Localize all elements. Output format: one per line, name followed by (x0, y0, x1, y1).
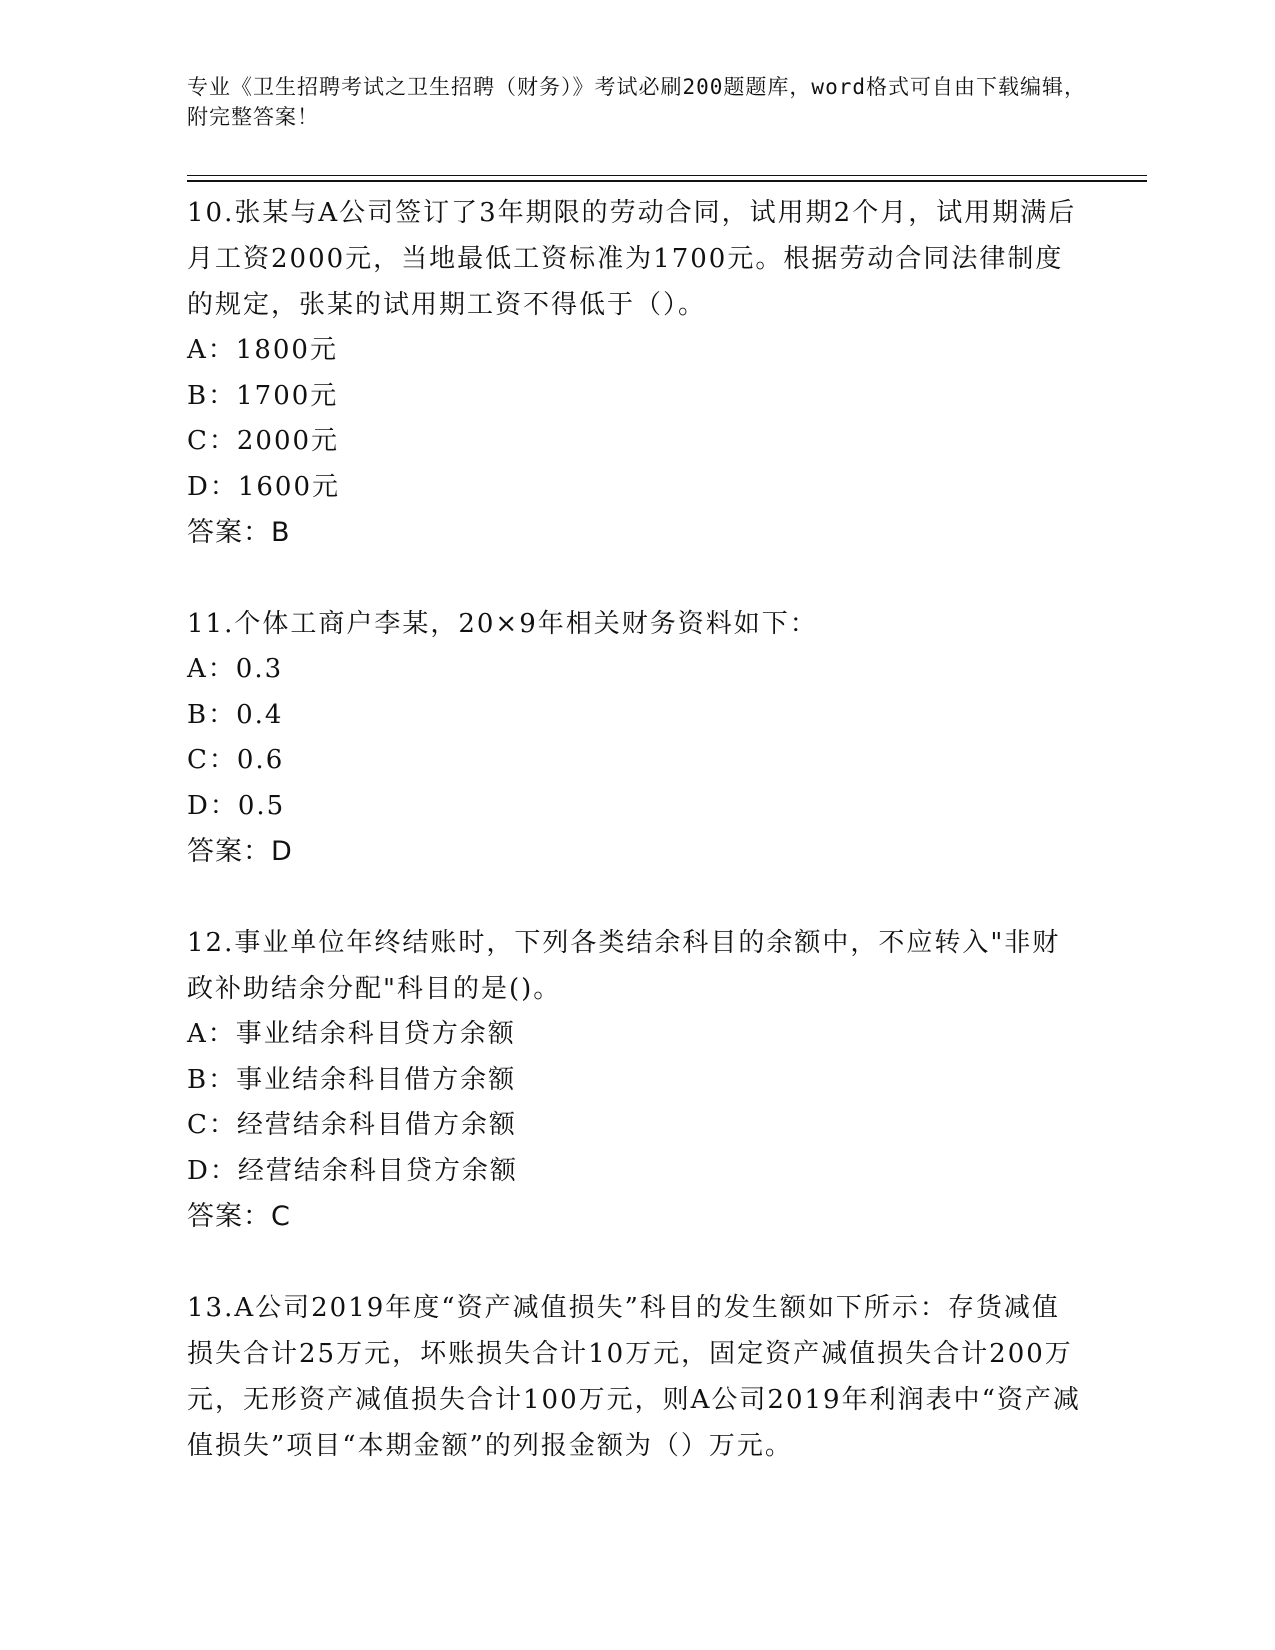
question-11 (187, 601, 1087, 875)
option-b: B：1700元 (187, 380, 339, 411)
answer: 答案：C (187, 1201, 291, 1232)
question-stem: 13.A公司2019年度“资产减值损失”科目的发生额如下所示：存货减值损失合计25万元，坏账损失合计10万元，固定资产减值损失合计200万元，无形资产减值损失合计100万元，则A公司2019年利润表中“资产减值损失”项目“本期金额”的列报金额为（）万元。 (187, 1293, 1081, 1461)
option-d: D：1600元 (187, 471, 341, 502)
spacer (187, 556, 1087, 601)
option-a: A：0.3 (187, 654, 284, 684)
option-b: B：事业结余科目借方余额 (187, 1064, 517, 1095)
question-12 (187, 920, 1087, 1240)
option-d: D：经营结余科目贷方余额 (187, 1155, 518, 1186)
question-stem: 11.个体工商户李某，20×9年相关财务资料如下： (187, 609, 818, 639)
option-c: C：经营结余科目借方余额 (187, 1110, 517, 1140)
spacer (187, 1240, 1087, 1285)
document-header: 专业《卫生招聘考试之卫生招聘（财务）》考试必刷200题题库，word格式可自由下载编辑，附完整答案！ (187, 75, 1086, 129)
option-a: A：1800元 (187, 335, 338, 365)
question-stem: 10.张某与A公司签订了3年期限的劳动合同，试用期2个月，试用期满后月工资2000元，当地最低工资标准为1700元。根据劳动合同法律制度的规定，张某的试用期工资不得低于（）。 (187, 198, 1077, 320)
question-list (187, 190, 1087, 1469)
header-divider-thin (187, 175, 1147, 176)
answer: 答案：D (187, 836, 293, 867)
spacer (187, 875, 1087, 920)
option-a: A：事业结余科目贷方余额 (187, 1019, 516, 1049)
option-c: C：2000元 (187, 426, 340, 456)
option-c: C：0.6 (187, 745, 285, 775)
answer: 答案：B (187, 517, 291, 548)
question-stem: 12.事业单位年终结账时，下列各类结余科目的余额中，不应转入"非财政补助结余分配"科目的是()。 (187, 928, 1061, 1004)
header-divider-thick (187, 180, 1147, 182)
option-d: D：0.5 (187, 790, 286, 821)
option-b: B：0.4 (187, 699, 284, 730)
question-13 (187, 1285, 1087, 1469)
question-10 (187, 190, 1087, 556)
